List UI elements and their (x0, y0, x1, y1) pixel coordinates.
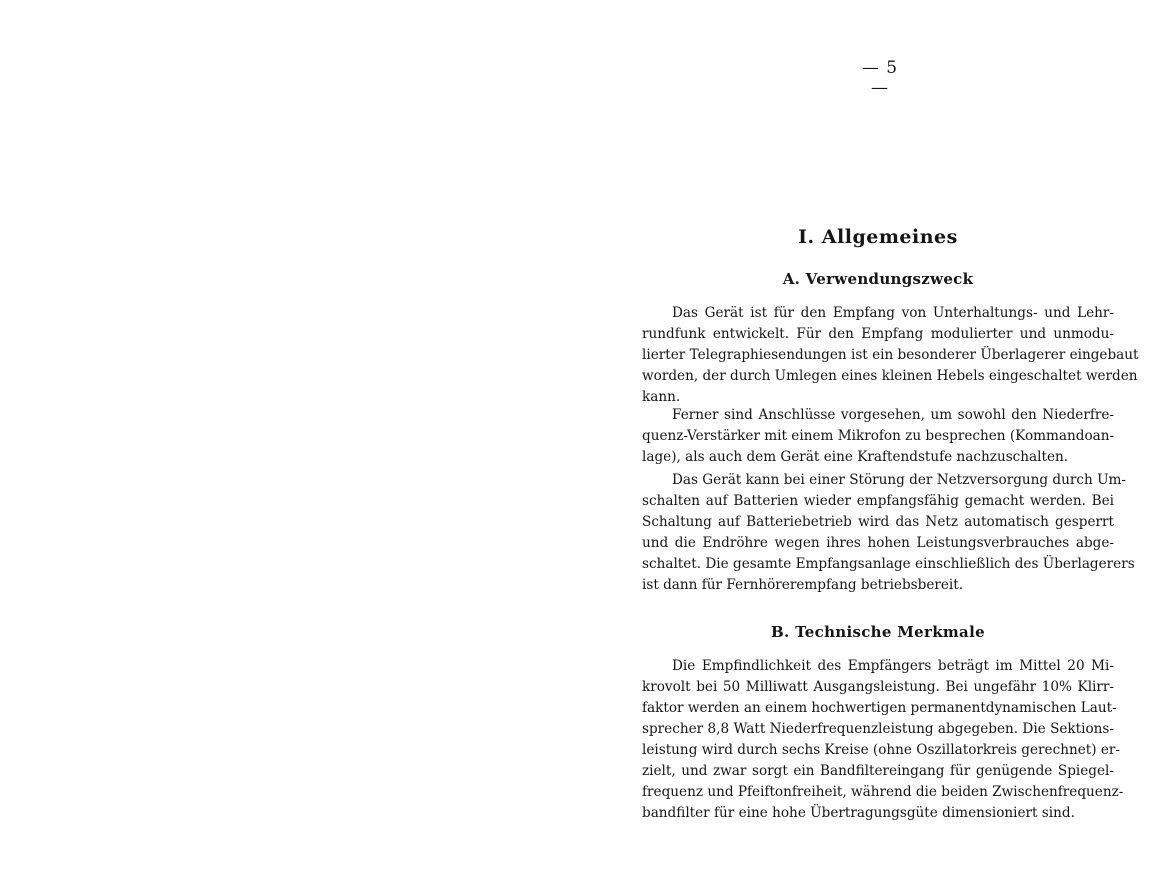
text-line: leistung wird durch sechs Kreise (ohne Oszillatorkreis gerechnet) er- (642, 742, 1120, 758)
text-line: lierter Telegraphiesendungen ist ein besonderer Überlagerer eingebaut (642, 347, 1139, 363)
chapter-title: I. Allgemeines (798, 226, 958, 248)
text-line: Schaltung auf Batteriebetrieb wird das Netz automatisch gesperrt (642, 514, 1114, 530)
text-line: faktor werden an einem hochwertigen permanentdynamischen Laut- (642, 700, 1117, 716)
text-line: rundfunk entwickelt. Für den Empfang modulierter und unmodu- (642, 326, 1114, 342)
page-number: — 5 — (861, 58, 899, 98)
section-title-b: B. Technische Merkmale (771, 623, 985, 641)
text-line: krovolt bei 50 Milliwatt Ausgangsleistung. Bei ungefähr 10% Klirr- (642, 679, 1114, 695)
left-page-blank (0, 0, 585, 890)
text-line: Die Empfindlichkeit des Empfängers beträgt im Mittel 20 Mi- (672, 658, 1114, 674)
right-page (640, 0, 1139, 890)
section-title-a: A. Verwendungszweck (782, 270, 974, 288)
text-line: kann. (642, 389, 681, 405)
text-line: schalten auf Batterien wieder empfangsfähig gemacht werden. Bei (642, 493, 1114, 509)
text-line: Das Gerät kann bei einer Störung der Netzversorgung durch Um- (672, 472, 1127, 488)
paragraph-a1 (642, 303, 1139, 408)
paragraph-b1 (642, 656, 1124, 824)
text-line: quenz-Verstärker mit einem Mikrofon zu besprechen (Kommandoan- (642, 428, 1115, 444)
text-line: ist dann für Fernhörerempfang betriebsbereit. (642, 577, 964, 593)
paragraph-a3 (642, 470, 1135, 596)
text-line: worden, der durch Umlegen eines kleinen Hebels eingeschaltet werden (642, 368, 1138, 384)
text-line: schaltet. Die gesamte Empfangsanlage einschließlich des Überlagerers (642, 556, 1135, 572)
text-line: bandfilter für eine hohe Übertragungsgüte dimensioniert sind. (642, 805, 1075, 821)
text-line: und die Endröhre wegen ihres hohen Leistungsverbrauches abge- (642, 535, 1114, 551)
text-line: Ferner sind Anschlüsse vorgesehen, um sowohl den Niederfre- (672, 407, 1114, 423)
text-line: frequenz und Pfeiftonfreiheit, während die beiden Zwischenfrequenz- (642, 784, 1124, 800)
text-line: sprecher 8,8 Watt Niederfrequenzleistung abgegeben. Die Sektions- (642, 721, 1114, 737)
text-line: zielt, und zwar sorgt ein Bandfiltereingang für genügende Spiegel- (642, 763, 1114, 779)
text-line: lage), als auch dem Gerät eine Kraftendstufe nachzuschalten. (642, 449, 1069, 465)
text-line: Das Gerät ist für den Empfang von Unterhaltungs- und Lehr- (672, 305, 1114, 321)
paragraph-a2 (642, 405, 1114, 468)
